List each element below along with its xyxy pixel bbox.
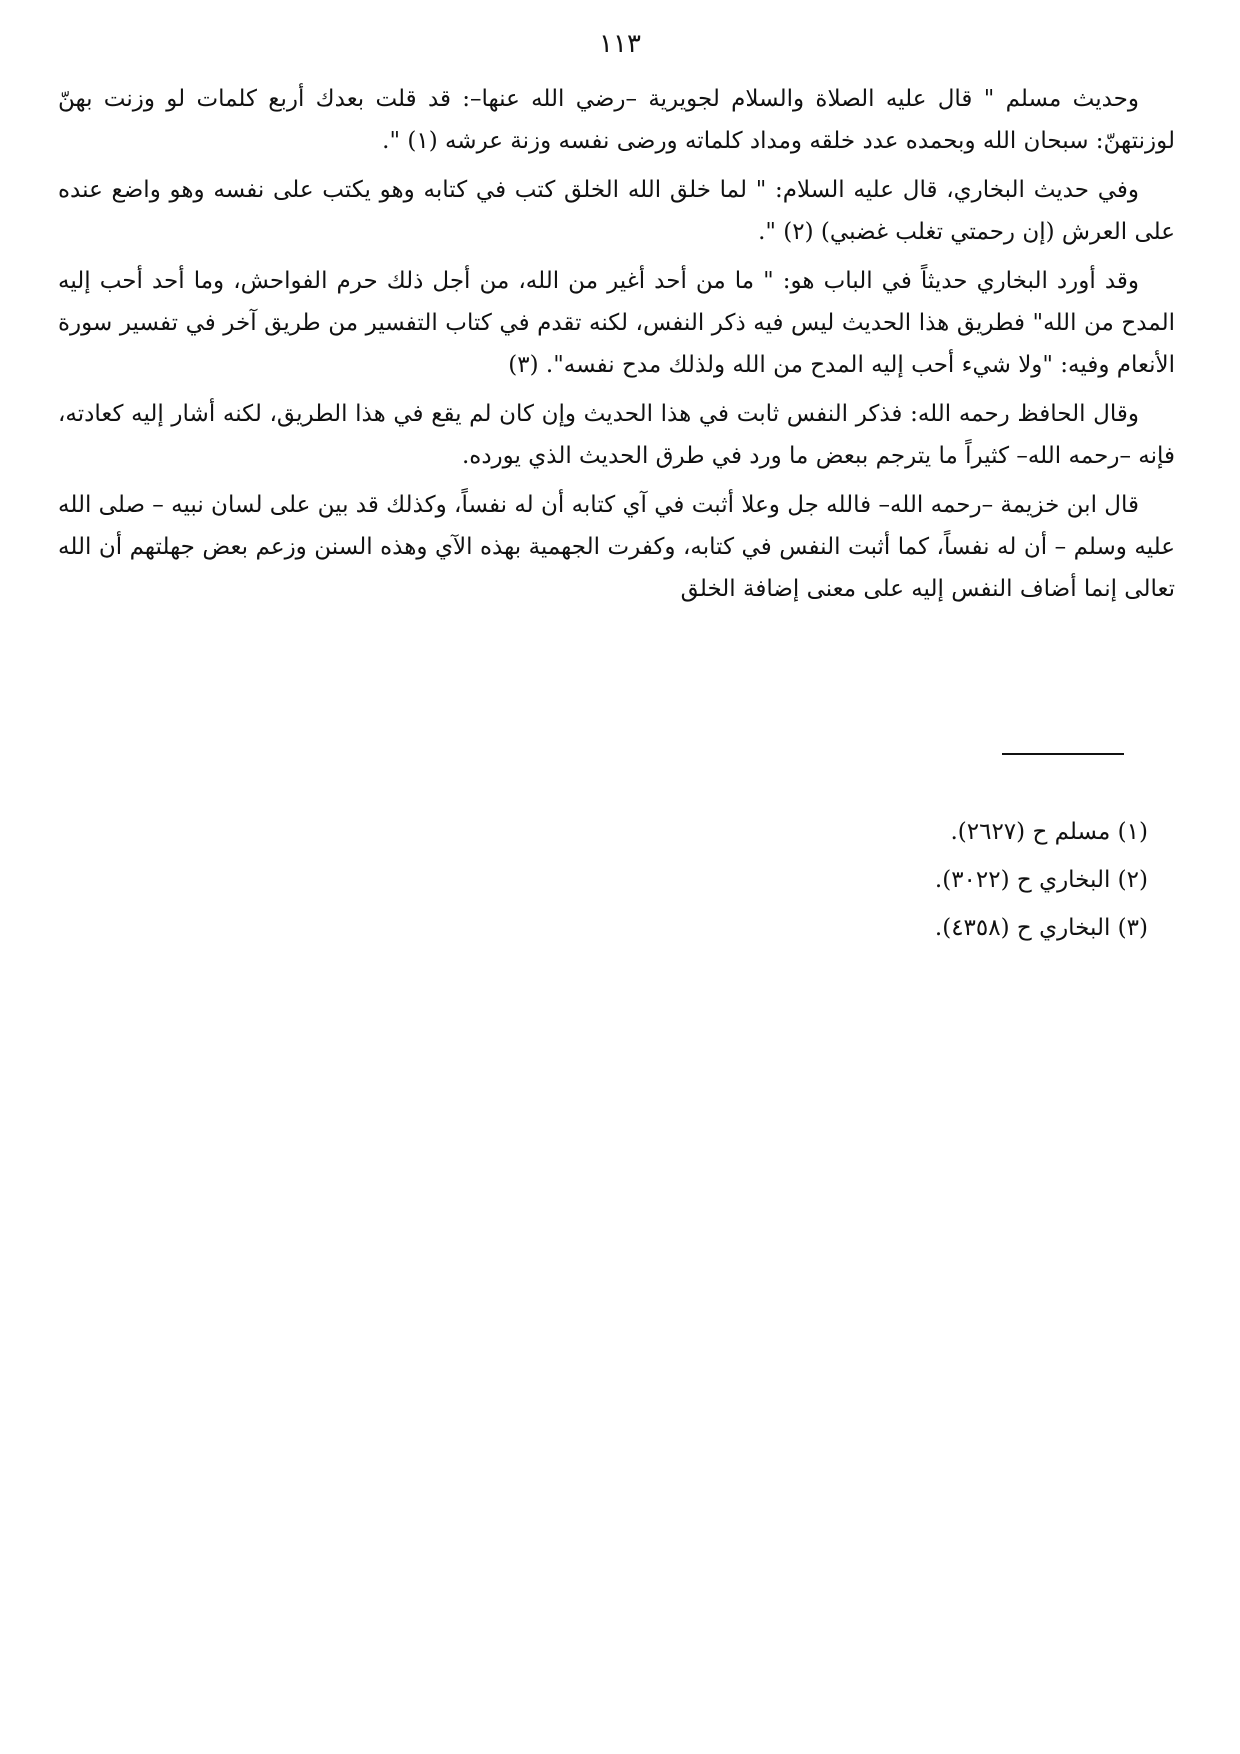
footnote-1: (١) مسلم ح (٢٦٢٧). [950, 819, 1148, 845]
footnote-divider [1002, 753, 1124, 755]
footnotes [620, 808, 1162, 952]
paragraph-bukhari-hadith: وفي حديث البخاري، قال عليه السلام: " لما خلق الله الخلق كتب في كتابه وهو يكتب على نفسه وهو واضع عنده على العرش (إن رحمتي تغلب غضبي) (٢) ". [58, 177, 1175, 245]
paragraph-bukhari-chapter: وقد أورد البخاري حديثاً في الباب هو: " ما من أحد أغير من الله، من أجل ذلك حرم الفواحش، وما أحد أحب إليه المدح من الله" فطريق هذا الحديث ليس فيه ذكر النفس، لكنه تقدم في كتاب التفسير من طريق آخر في تفسير سورة الأنعام وفيه: "ولا شيء أحب إليه المدح من الله ولذلك مدح نفسه". (٣) [58, 268, 1175, 378]
paragraph-muslim-hadith: وحديث مسلم " قال عليه الصلاة والسلام لجويرية –رضي الله عنها–: قد قلت بعدك أربع كلمات لو وزنت بهنّ لوزنتهنّ: سبحان الله وبحمده عدد خلقه ومداد كلماته ورضى نفسه وزنة عرشه (١) ". [58, 86, 1175, 154]
page-number: ١١٣ [599, 29, 641, 59]
body-text [58, 78, 1175, 617]
footnote-2: (٢) البخاري ح (٣٠٢٢). [934, 867, 1148, 893]
paragraph-ibn-khuzaymah: قال ابن خزيمة –رحمه الله– فالله جل وعلا أثبت في آي كتابه أن له نفساً، وكذلك قد بين على لسان نبيه – صلى الله عليه وسلم – أن له نفساً، كما أثبت النفس في كتابه، وكفرت الجهمية بهذه الآي وهذه السنن وزعم بعض جهلتهم أن الله تعالى إنما أضاف النفس إليه على معنى إضافة الخلق [58, 492, 1175, 602]
paragraph-hafiz-comment: وقال الحافظ رحمه الله: فذكر النفس ثابت في هذا الحديث وإن كان لم يقع في هذا الطريق، لكنه أشار إليه كعادته، فإنه –رحمه الله– كثيراً ما يترجم ببعض ما ورد في طرق الحديث الذي يورده. [58, 401, 1175, 469]
footnote-3: (٣) البخاري ح (٤٣٥٨). [934, 915, 1148, 941]
